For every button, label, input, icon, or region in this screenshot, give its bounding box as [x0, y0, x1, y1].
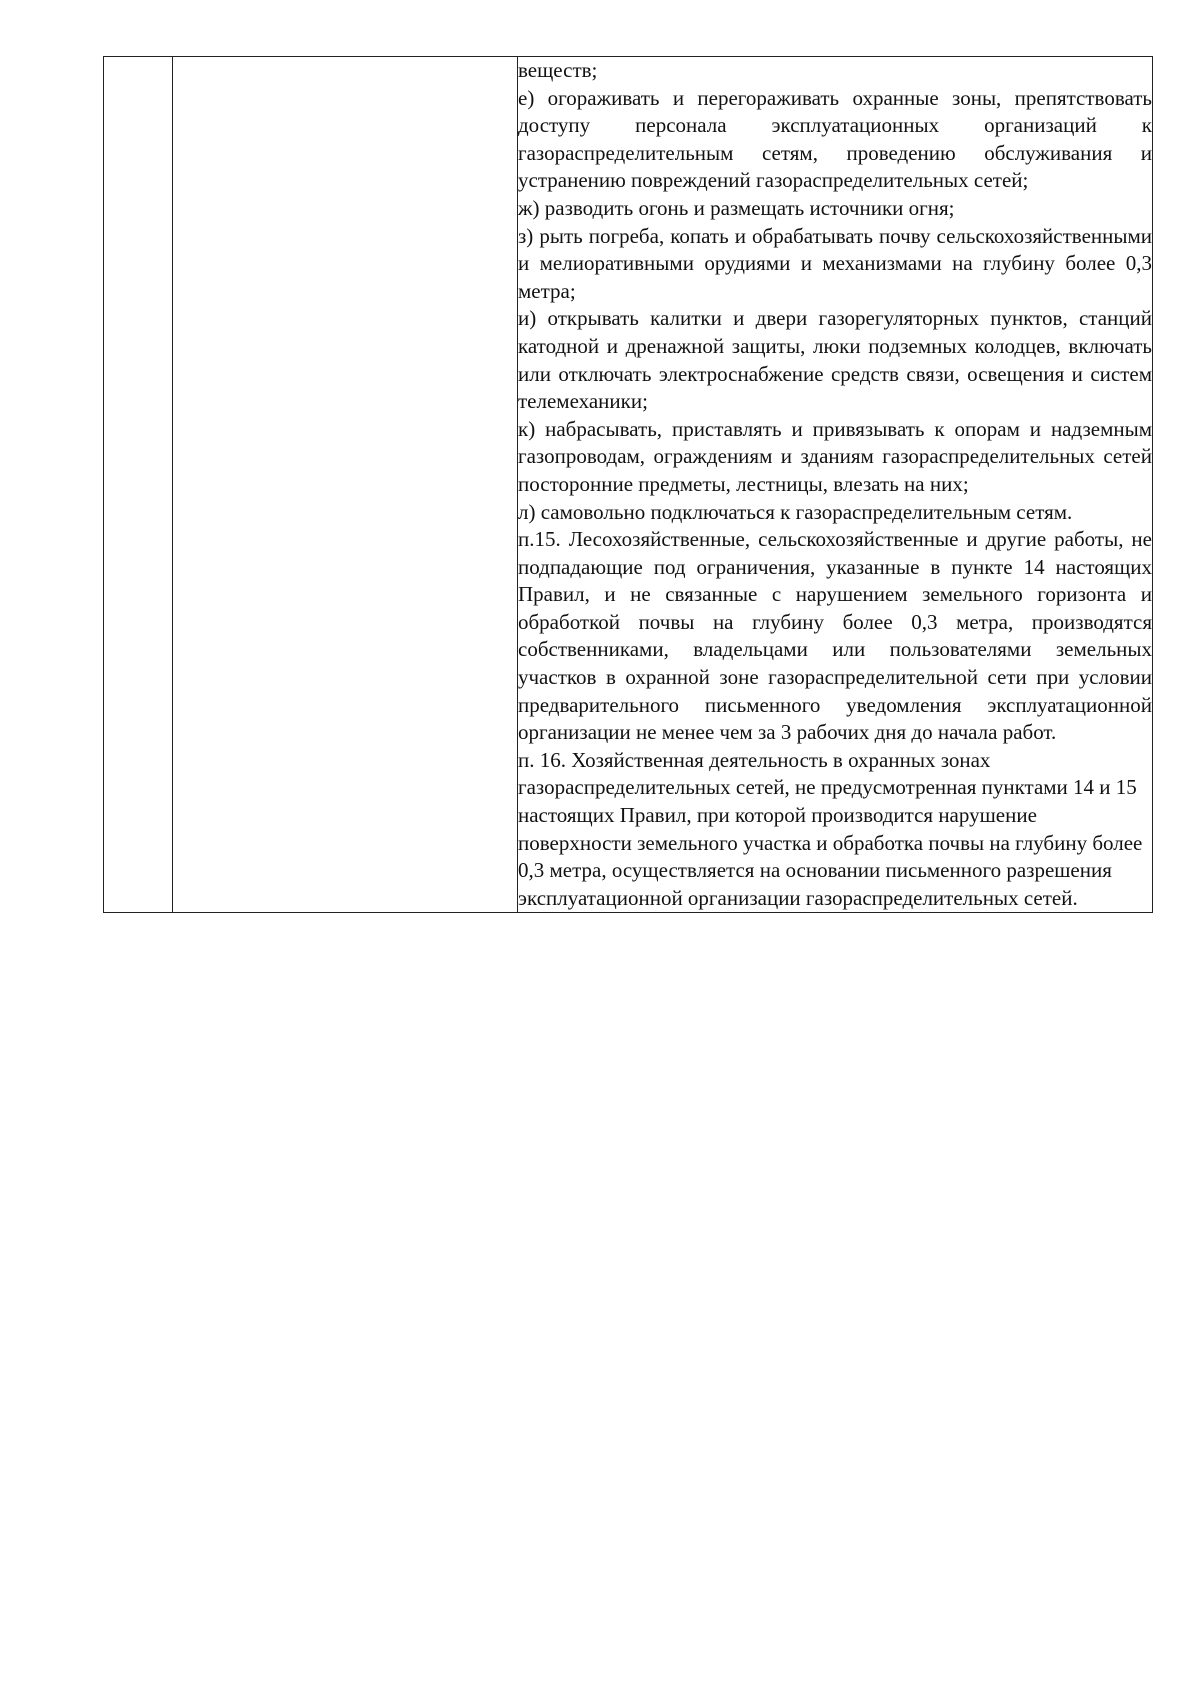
table-row [104, 57, 1153, 913]
paragraph-substances-end: веществ; [518, 58, 598, 82]
table-cell-number [104, 57, 173, 913]
paragraph-item-e: е) огораживать и перегораживать охранные зоны, препятствовать доступу персонала эксплуатационных организаций к газораспределительным сетям, проведению обслуживания и устранению повреждений газораспределительных сетей; [518, 85, 1152, 193]
document-table [103, 56, 1153, 913]
paragraph-item-l: л) самовольно подключаться к газораспределительным сетям. [518, 499, 1073, 524]
paragraph-item-z: з) рыть погреба, копать и обрабатывать почву сельскохозяйственными и мелиоративными орудиями и механизмами на глубину более 0,3 метра; [518, 223, 1152, 303]
paragraph-clause-15: п.15. Лесохозяйственные, сельскохозяйственные и другие работы, не подпадающие под ограничения, указанные в пункте 14 настоящих Правил, и не связанные с нарушением земельного горизонта и обработкой почвы на глубину более 0,3 метра, производятся собственниками, владельцами или пользователями земельных участков в охранной зоне газораспределительной сети при условии предварительного письменного уведомления эксплуатационной организации не менее чем за 3 рабочих дня до начала работ. [518, 527, 1152, 745]
table-cell-name [173, 57, 518, 913]
paragraph-item-zh: ж) разводить огонь и размещать источники огня; [518, 195, 955, 220]
paragraph-item-i: и) открывать калитки и двери газорегуляторных пунктов, станций катодной и дренажной защиты, люки подземных колодцев, включать или отключать электроснабжение средств связи, освещения и систем телемеханики; [518, 306, 1152, 414]
table-cell-description [518, 57, 1153, 913]
paragraph-item-k: к) набрасывать, приставлять и привязывать к опорам и надземным газопроводам, ограждениям и зданиям газораспределительных сетей посторонние предметы, лестницы, влезать на них; [518, 416, 1152, 496]
paragraph-clause-16: п. 16. Хозяйственная деятельность в охранных зонах газораспределительных сетей, не предусмотренная пунктами 14 и 15 настоящих Правил, при которой производится нарушение поверхности земельного участка и обработка почвы на глубину более 0,3 метра, осуществляется на основании письменного разрешения эксплуатационной организации газораспределительных сетей. [518, 747, 1143, 910]
